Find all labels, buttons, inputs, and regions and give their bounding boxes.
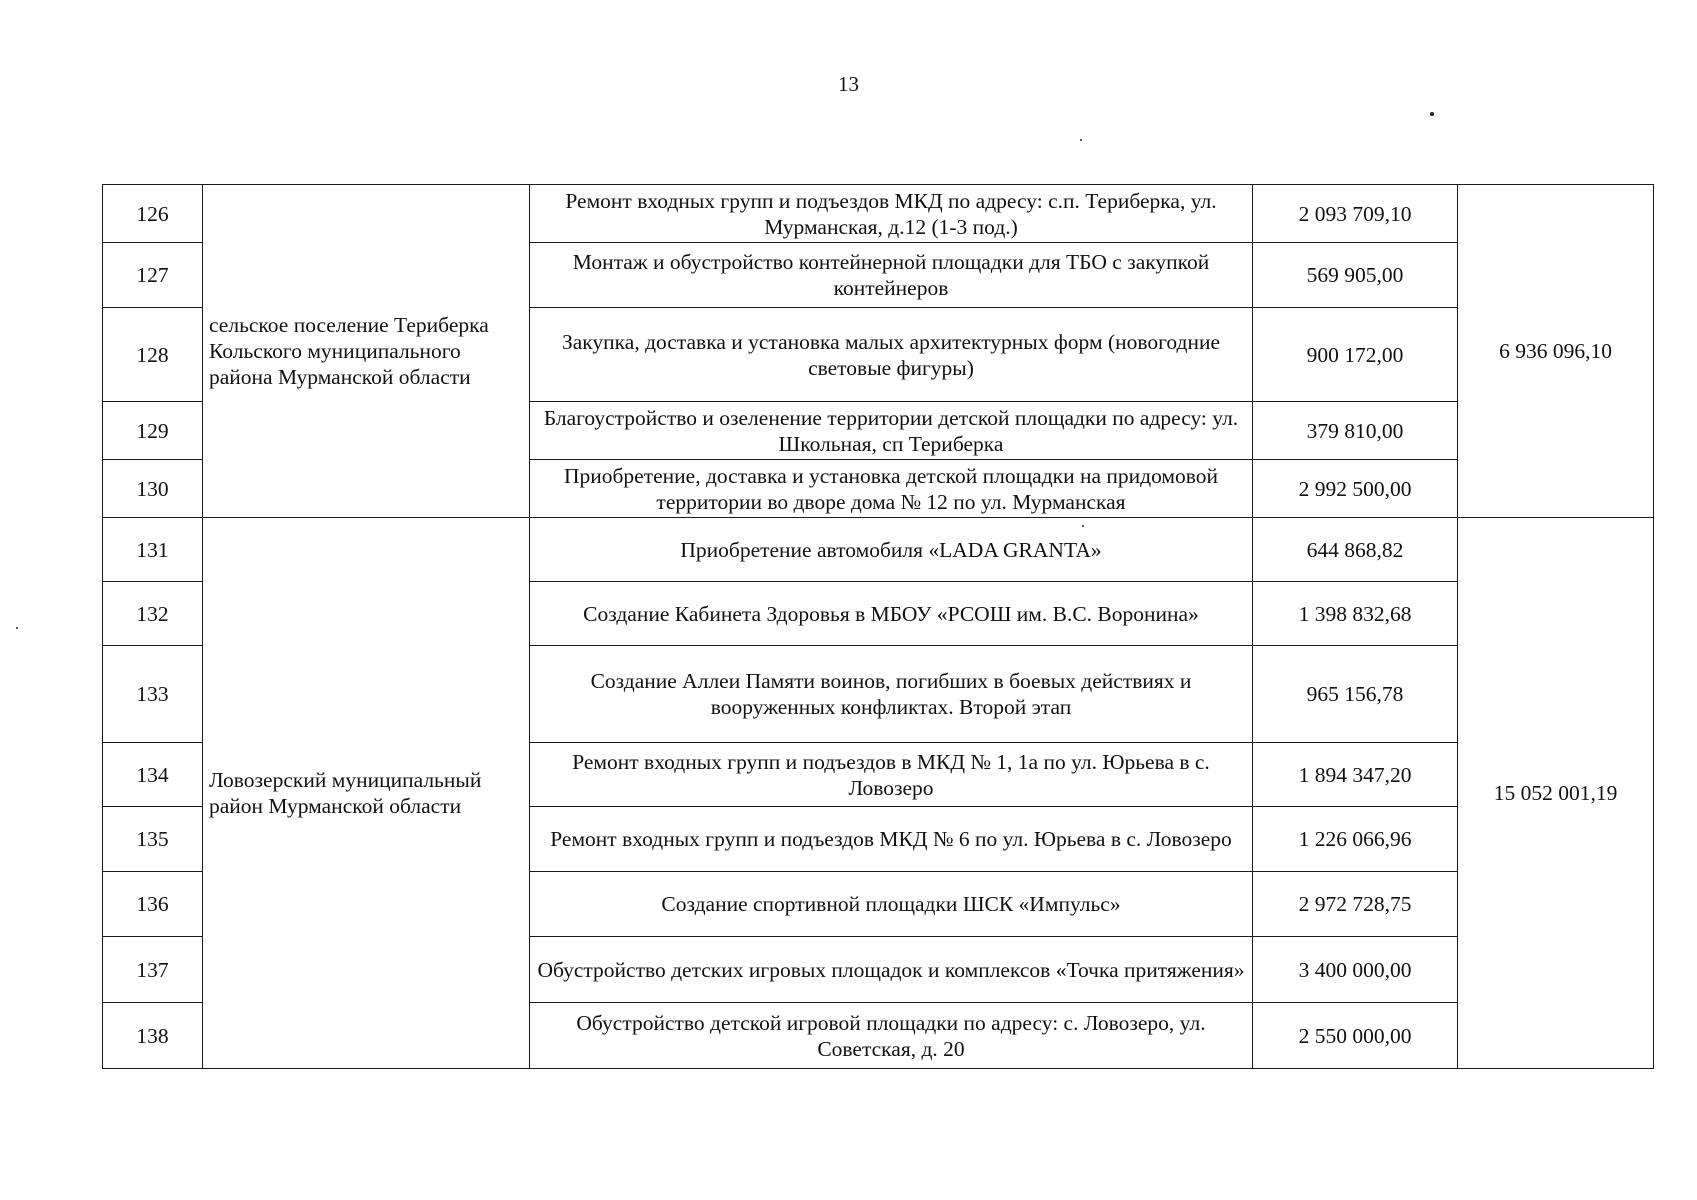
- municipality-cell: Ловозерский муниципальный район Мурманской области: [203, 518, 530, 1069]
- project-description: Приобретение, доставка и установка детской площадки на придомовой территории во дворе дома № 12 по ул. Мурманская: [530, 460, 1253, 518]
- project-description: Создание спортивной площадки ШСК «Импульс»: [530, 872, 1253, 937]
- scan-speck: [16, 627, 18, 629]
- group-total: 6 936 096,10: [1458, 185, 1654, 518]
- row-number: 136: [103, 872, 203, 937]
- project-description: Обустройство детских игровых площадок и комплексов «Точка притяжения»: [530, 937, 1253, 1003]
- project-amount: 2 093 709,10: [1253, 185, 1458, 243]
- table-row: [103, 185, 1654, 243]
- group-total: 15 052 001,19: [1458, 518, 1654, 1069]
- project-description: Создание Кабинета Здоровья в МБОУ «РСОШ им. В.С. Воронина»: [530, 582, 1253, 646]
- project-description: Создание Аллеи Памяти воинов, погибших в боевых действиях и вооруженных конфликтах. Второй этап: [530, 646, 1253, 743]
- row-number: 128: [103, 308, 203, 402]
- table-row: [103, 518, 1654, 582]
- scan-speck: [1080, 139, 1082, 141]
- project-amount: 569 905,00: [1253, 243, 1458, 308]
- row-number: 132: [103, 582, 203, 646]
- project-description: Закупка, доставка и установка малых архитектурных форм (новогодние световые фигуры): [530, 308, 1253, 402]
- project-amount: 2 550 000,00: [1253, 1003, 1458, 1069]
- project-amount: 3 400 000,00: [1253, 937, 1458, 1003]
- project-amount: 379 810,00: [1253, 402, 1458, 460]
- project-description: Благоустройство и озеленение территории детской площадки по адресу: ул. Школьная, сп Териберка: [530, 402, 1253, 460]
- row-number: 134: [103, 743, 203, 807]
- scan-speck: [1082, 525, 1084, 527]
- project-description: Приобретение автомобиля «LADA GRANTA»: [530, 518, 1253, 582]
- row-number: 135: [103, 807, 203, 872]
- project-amount: 644 868,82: [1253, 518, 1458, 582]
- project-description: Монтаж и обустройство контейнерной площадки для ТБО с закупкой контейнеров: [530, 243, 1253, 308]
- project-amount: 1 894 347,20: [1253, 743, 1458, 807]
- project-amount: 965 156,78: [1253, 646, 1458, 743]
- project-amount: 1 226 066,96: [1253, 807, 1458, 872]
- row-number: 127: [103, 243, 203, 308]
- project-description: Ремонт входных групп и подъездов МКД № 6 по ул. Юрьева в с. Ловозеро: [530, 807, 1253, 872]
- budget-table: [102, 184, 1654, 1069]
- row-number: 126: [103, 185, 203, 243]
- row-number: 138: [103, 1003, 203, 1069]
- municipality-cell: сельское поселение Териберка Кольского муниципального района Мурманской области: [203, 185, 530, 518]
- project-description: Ремонт входных групп и подъездов в МКД № 1, 1а по ул. Юрьева в с. Ловозеро: [530, 743, 1253, 807]
- row-number: 137: [103, 937, 203, 1003]
- page-number: 13: [838, 72, 859, 96]
- row-number: 131: [103, 518, 203, 582]
- project-description: Обустройство детской игровой площадки по адресу: с. Ловозеро, ул. Советская, д. 20: [530, 1003, 1253, 1069]
- project-amount: 1 398 832,68: [1253, 582, 1458, 646]
- row-number: 133: [103, 646, 203, 743]
- project-amount: 2 972 728,75: [1253, 872, 1458, 937]
- project-amount: 2 992 500,00: [1253, 460, 1458, 518]
- project-amount: 900 172,00: [1253, 308, 1458, 402]
- row-number: 129: [103, 402, 203, 460]
- project-description: Ремонт входных групп и подъездов МКД по адресу: с.п. Териберка, ул. Мурманская, д.12 (1-3 под.): [530, 185, 1253, 243]
- row-number: 130: [103, 460, 203, 518]
- scan-speck: [1430, 112, 1434, 116]
